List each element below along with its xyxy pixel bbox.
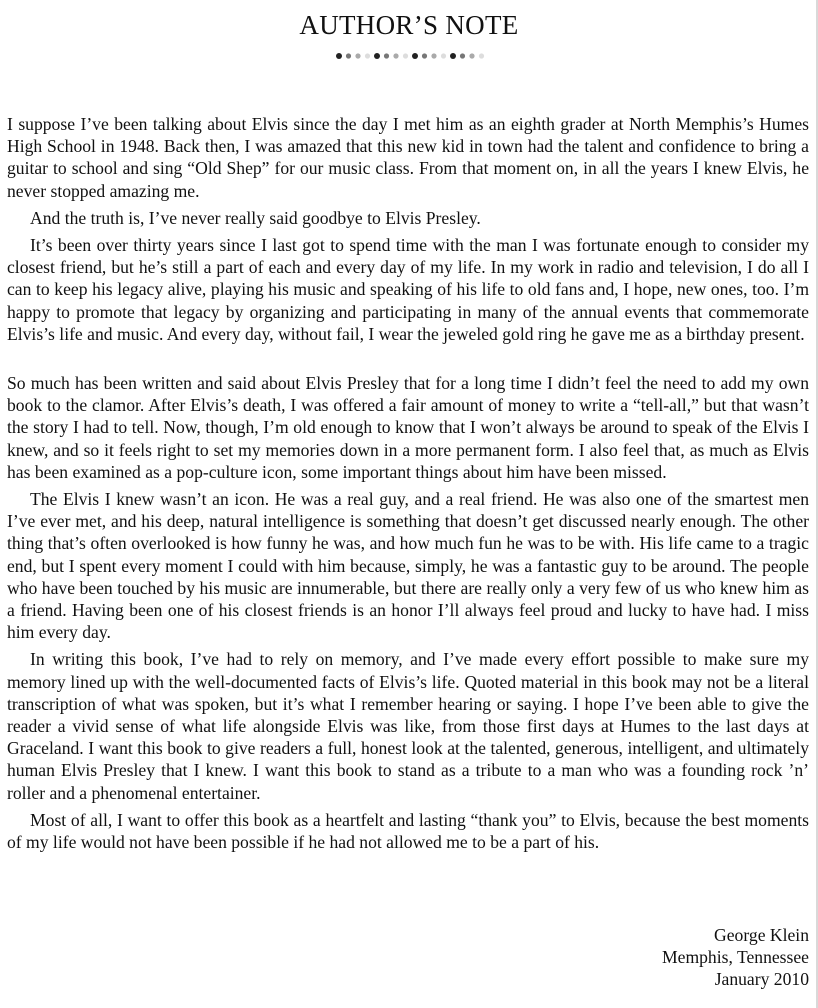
paragraph-4: So much has been written and said about Elvis Presley that for a long time I didn’t feel the need to add my own book to the clamor. After Elvis’s death, I was offered a fair amount of money to write a “tell-all,” but that wasn’t the story I had to tell. Now, though, I’m old enough to know that I won’t always be around to speak of the Elvis I knew, and so it feels right to set my memories down in a more permanent form. I also feel that, as much as Elvis has been examined as a pop-culture icon, some important things about him have been missed.	[7, 373, 809, 482]
ornament-dot	[365, 53, 370, 58]
ornament-dot	[346, 53, 351, 58]
paragraph-6: In writing this book, I’ve had to rely on memory, and I’ve made every effort possible to make sure my memory lined up with the well-documented facts of Elvis’s life. Quoted material in this book may not be a literal transcription of what was spoken, but it’s what I remember hearing or saying. I hope I’ve been able to give the reader a vivid sense of what life alongside Elvis was like, from those first days at Humes to the last days at Graceland. I want this book to give readers a full, honest look at the talented, generous, intelligent, and ultimately human Elvis Presley that I knew. I want this book to stand as a tribute to a man who was a founding rock ’n’ roller and a phenomenal entertainer.	[7, 649, 809, 803]
ornament-dot	[412, 53, 418, 59]
note-date: January 2010	[714, 969, 809, 989]
ornament-dot	[450, 53, 456, 59]
ornament-dot	[403, 53, 408, 58]
paragraph-5: The Elvis I knew wasn’t an icon. He was a real guy, and a real friend. He was also one of the smartest men I’ve ever met, and his deep, natural intelligence is something that doesn’t get discussed nearly enough. The other thing that’s often overlooked is how funny he was, and how much fun he was to be with. His life came to a tragic end, but I spent every moment I could with him because, simply, he was a fantastic guy to be around. The people who have been touched by his music are innumerable, but there are really only a very few of us who knew him as a friend. Having been one of his closest friends is an honor I’ll always feel proud and lucky to have had. I miss him every day.	[7, 489, 809, 643]
paragraph-7: Most of all, I want to offer this book as a heartfelt and lasting “thank you” to Elvis, because the best moments of my life would not have been possible if he had not allowed me to be a part of his.	[7, 809, 809, 853]
paragraph-1: I suppose I’ve been talking about Elvis since the day I met him as an eighth grader at North Memphis’s Humes High School in 1948. Back then, I was amazed that this new kid in town had the talent and confidence to bring a guitar to school and sing “Old Shep” for our music class. From that moment on, in all the years I knew Elvis, he never stopped amazing me.	[7, 114, 809, 201]
ornament-dot	[422, 53, 427, 58]
ornament-dot	[460, 53, 465, 58]
author-note-body	[7, 113, 809, 858]
paragraph-3: It’s been over thirty years since I last got to spend time with the man I was fortunate enough to consider my closest friend, but he’s still a part of each and every day of my life. In my work in radio and television, I do all I can to keep his legacy alive, playing his music and speaking of his life to old fans and, I hope, new ones, too. I’m happy to promote that legacy by organizing and participating in many of the annual events that commemorate Elvis’s life and music. And every day, without fail, I wear the jeweled gold ring he gave me as a birthday present.	[7, 235, 809, 344]
ornament-dot	[393, 53, 398, 58]
ornament-dot	[469, 53, 474, 58]
ornament-dot	[374, 53, 380, 59]
ornament-dot	[441, 53, 446, 58]
ornament-dot	[336, 53, 342, 59]
ornament-dot	[431, 53, 436, 58]
dotted-ornament-divider-icon	[336, 51, 486, 61]
ornament-dot	[355, 53, 360, 58]
author-location: Memphis, Tennessee	[662, 947, 809, 967]
paragraph-2: And the truth is, I’ve never really said goodbye to Elvis Presley.	[30, 207, 481, 228]
author-signature-block	[662, 924, 809, 990]
author-name: George Klein	[714, 925, 809, 945]
page-title: AUTHOR’S NOTE	[299, 10, 519, 40]
ornament-dot	[384, 53, 389, 58]
ornament-dot	[479, 53, 484, 58]
